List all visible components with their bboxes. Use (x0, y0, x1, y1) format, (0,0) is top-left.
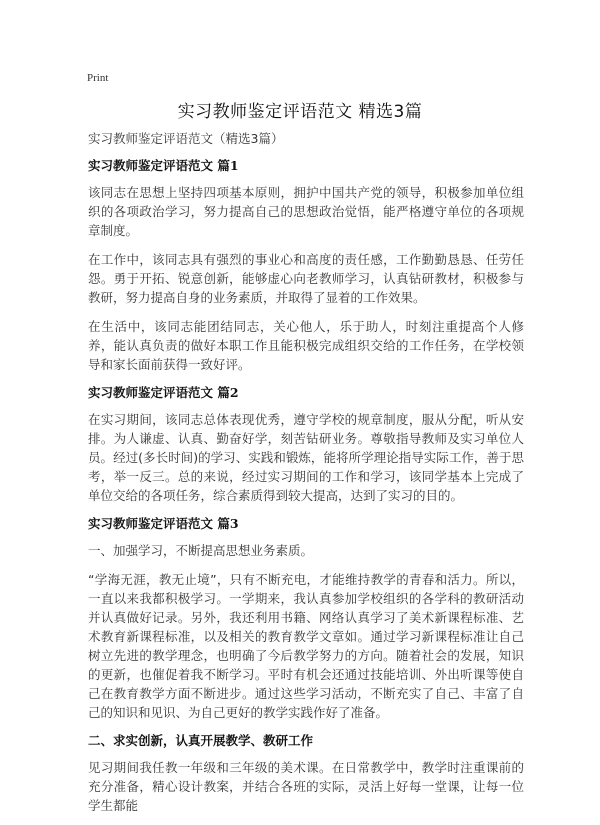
document-body (88, 130, 524, 825)
paragraph: 在实习期间，该同志总体表现优秀，遵守学校的规章制度，服从分配，听从安排。为人谦虚、认真、勤奋好学，刻苦钻研业务。尊敬指导教师及实习单位人员。经过(多长时间)的学习、实践和锻炼，能将所学理论指导实际工作，善于思考，举一反三。总的来说，经过实习期间的工作和学习，该同学基本上完成了单位交给的各项任务，综合素质得到较大提高，达到了实习的目的。 (88, 412, 524, 503)
paragraph: 在生活中，该同志能团结同志，关心他人，乐于助人，时刻注重提高个人修养，能认真负责的做好本职工作且能积极完成组织交给的工作任务，在学校领导和家长面前获得一致好评。 (88, 319, 524, 372)
print-label: Print (87, 72, 109, 84)
section-heading-1: 实习教师鉴定评语范文 篇1 (88, 158, 239, 173)
document-subtitle: 实习教师鉴定评语范文（精选3篇） (88, 131, 284, 146)
paragraph: 该同志在思想上坚持四项基本原则，拥护中国共产党的领导，积极参加单位组织的各项政治学习，努力提高自己的思想政治觉悟，能严格遵守单位的各项规章制度。 (88, 185, 524, 238)
section-subheading: 二、求实创新，认真开展教学、教研工作 (88, 733, 314, 748)
section-heading-2: 实习教师鉴定评语范文 篇2 (88, 385, 239, 400)
paragraph: “学海无涯，教无止境”，只有不断充电，才能维持教学的青春和活力。所以，一直以来我都积极学习。一学期来，我认真参加学校组织的各学科的教研活动并认真做好记录。另外，我还利用书籍、网络认真学习了美术新课程标准、艺术教育新课程标准，以及相关的教育教学文章如。通过学习新课程标准让自己树立先进的教学理念，也明确了今后教学努力的方向。随着社会的发展，知识的更新，也催促着我不断学习。平时有机会还通过技能培训、外出听课等使自己在教育教学方面不断进步。通过这些学习活动，不断充实了自己、丰富了自己的知识和见识、为自己更好的教学实践作好了准备。 (88, 572, 524, 720)
paragraph: 见习期间我任教一年级和三年级的美术课。在日常教学中，教学时注重课前的充分准备，精心设计教案，并结合各班的实际，灵活上好每一堂课，让每一位学生都能 (88, 760, 524, 813)
paragraph: 一、加强学习，不断提高思想业务素质。 (88, 543, 314, 558)
paragraph: 在工作中，该同志具有强烈的事业心和高度的责任感，工作勤勤恳恳、任劳任怨。勇于开拓、锐意创新，能够虚心向老教师学习，认真钻研教材，积极参与教研，努力提高自身的业务素质，并取得了显着的工作效果。 (88, 252, 524, 305)
document-title: 实习教师鉴定评语范文 精选3篇 (177, 102, 423, 122)
section-heading-3: 实习教师鉴定评语范文 篇3 (88, 516, 239, 531)
